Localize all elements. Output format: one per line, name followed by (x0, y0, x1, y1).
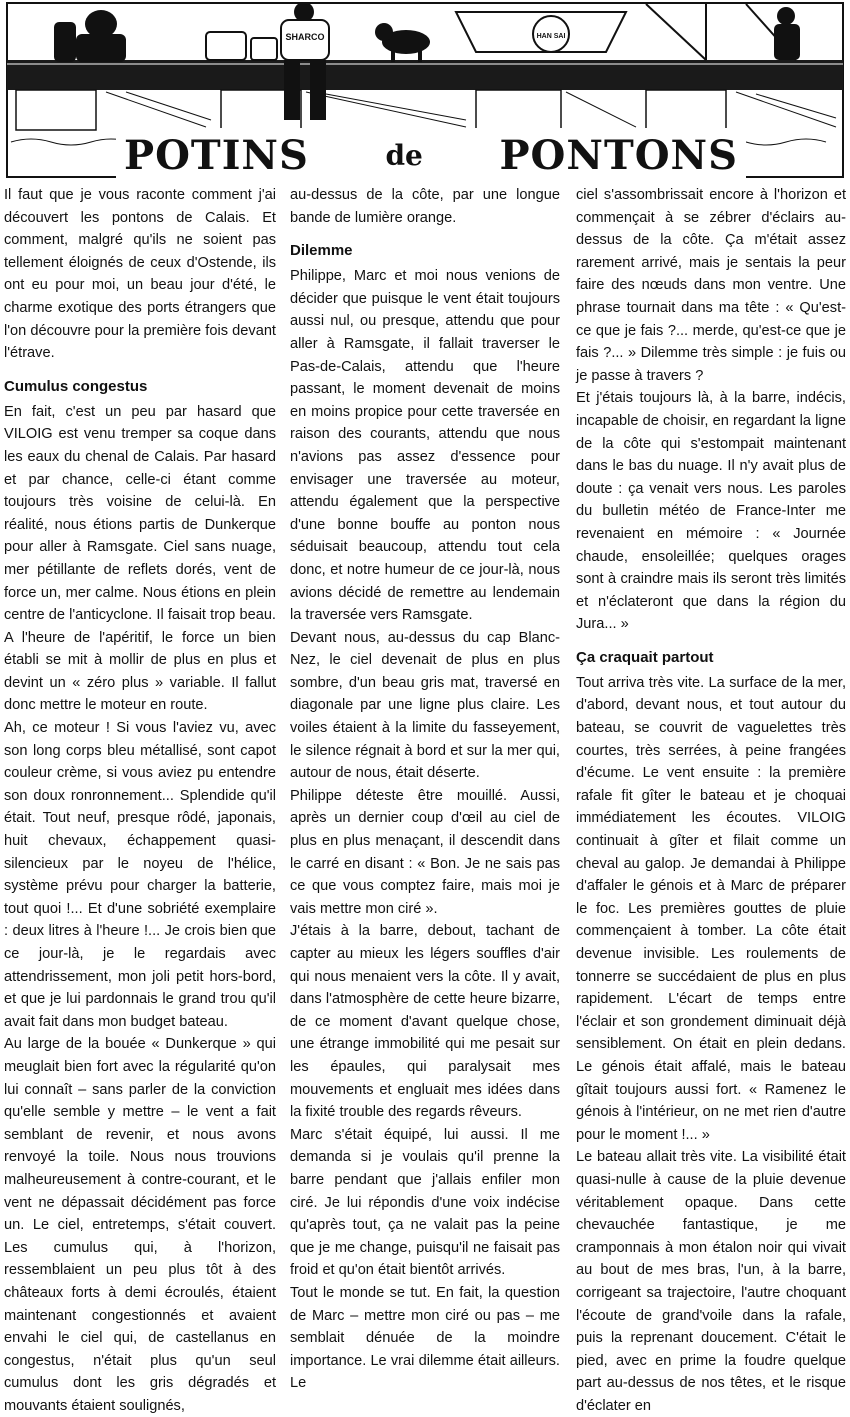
paragraph: Philippe, Marc et moi nous venions de décider que puisque le vent était toujours aussi nul, ou presque, attendu que pour aller à Ramsgate, il fallait traverser le Pas-de-Calais, attendu que l'heure passant, le moment devenait de moins en moins propice pour cette traversée en raison des courants, attendu que nous n'avions pas assez d'essence pour envisager une traversée au moteur, attendu également que la perspective d'une bonne bouffe au ponton nous séduisait beaucoup, attendu tout cela donc, et notre humeur de ce jour-là, nous avions décidé de remettre au lendemain la traversée vers Ramsgate. (290, 268, 560, 624)
section-heading-cumulus: Cumulus congestus (4, 377, 148, 395)
title-word-pontons: PONTONS (499, 131, 738, 179)
text-column-1 (4, 184, 276, 1414)
paragraph: ciel s'assombrissait encore à l'horizon et commençait à se zébrer d'éclairs au-dessus de la côte. Ça m'était assez rarement arrivé, mais je sentais la peur faire des nœuds dans mon ventre. Une phrase tournait dans ma tête : « Qu'est-ce que je fais ?... merde, qu'est-ce que je fais ?... » Dilemme très simple : je fuis ou je passe à travers ? (576, 187, 846, 384)
text-column-2 (290, 184, 560, 1392)
paragraph: Devant nous, au-dessus du cap Blanc-Nez, le ciel devenait de plus en plus sombre, d'un beau gris mat, traversé en diagonale par une ligne plus claire. Les voiles étaient à la limite du fasseyement, le silence régnait à bord et sur la mer qui, autour de nous, était déserte. (290, 629, 560, 782)
page-title (124, 132, 738, 178)
title-word-potins: POTINS (124, 131, 309, 179)
paragraph: au-dessus de la côte, par une longue bande de lumière orange. (290, 187, 560, 226)
paragraph: Tout arriva très vite. La surface de la mer, d'abord, devant nous, et tout autour du bateau, se couvrit de vaguelettes très courtes, très serrées, à peine frangées d'écume. Le vent ensuite : la première rafale fit gîter le bateau et je choquai immédiatement les écoutes. VILOIG continuait à gîter et filait comme un cheval au galop. Je demandai à Philippe d'affaler le génois et à Marc de préparer le foc. Les premières gouttes de pluie commençaient à tomber. La côte était devenue invisible. Les roulements de tonnerre se succédaient de plus en plus rapidement. L'écart de temps entre l'éclair et son grondement diminuait déjà sensiblement. On était en plein dedans. Le génois était affalé, mais le bateau gîtait toujours aussi fort. « Ramenez le génois à l'intérieur, on ne met rien d'autre pour le moment !... » (576, 674, 846, 1143)
text-column-3 (576, 184, 846, 1414)
header-illustration (6, 2, 844, 178)
paragraph: Philippe déteste être mouillé. Aussi, après un dernier coup d'œil au ciel de plus en plus menaçant, il descendit dans le carré en disant : « Bon. Je ne sais pas ce que vous comptez faire, mais moi je vais mettre mon ciré ». (290, 787, 560, 917)
paragraph: Tout le monde se tut. En fait, la question de Marc – mettre mon ciré ou pas – me semblait dénuée de la moindre importance. Le vrai dilemme était ailleurs. Le (290, 1284, 560, 1392)
paragraph: En fait, c'est un peu par hasard que VILOIG est venu tremper sa coque dans les eaux du chenal de Calais. Par hasard et par chance, celle-ci étant comme toujours très voisine de celui-là. En réalité, nous étions partis de Dunkerque pour aller à Ramsgate. Ciel sans nuage, mer pétillante de reflets dorés, vent de force un, mer calme. Nous étions en plein centre de l'anticyclone. Il faisait trop beau. A l'heure de l'apéritif, le force un bien établi se mit à mollir de plus en plus et devint un « zéro plus » variable. Il fallut donc mettre le moteur en route. (4, 403, 276, 714)
section-heading-ca-craquait: Ça craquait partout (576, 648, 714, 666)
paragraph: Ah, ce moteur ! Si vous l'aviez vu, avec son long corps bleu métallisé, sont capot couleur crème, si vous aviez pu entendre son doux ronronnement... Splendide qu'il était. Tout neuf, presque rôdé, japonais, huit chevaux, échappement quasi-silencieux par le noyeu de l'hélice, système prévu pour charger la batterie, tout quoi !... Et d'une sobriété exemplaire : deux litres à l'heure !... Je crois bien que ce jour-là, je le regardais avec attendrissement, mon joli petit hors-bord, et que je lui pardonnais le grand trou qu'il avait fait dans mon budget bateau. (4, 720, 276, 1030)
paragraph: Le bateau allait très vite. La visibilité était quasi-nulle à cause de la pluie devenue véritablement opaque. Dans cette chevauchée fantastique, je me cramponnais à mon étalon noir qui vivait au bout de mes bras, l'un, à la barre, corrigeant sa trajectoire, l'autre choquant l'écoute de grand'voile dans la rafale, puis la reprenant doucement. C'était le pied, avec en prime la foudre quelque part au-dessus de nos têtes, et le risque d'éclater en (576, 1149, 846, 1414)
paragraph: Il faut que je vous raconte comment j'ai découvert les pontons de Calais. Et comment, malgré qu'ils ne soient pas tellement éloignés de ceux d'Ostende, ils ont eu pour moi, un beau jour d'été, le charme exotique des ports étrangers que l'on découvre pour la première fois devant l'étrave. (4, 187, 276, 362)
paragraph: Au large de la bouée « Dunkerque » qui meuglait bien fort avec la régularité qu'on lui connaît – sans parler de la conviction qu'elle semble y mettre – le vent a fait semblant de revenir, et nous avons renvoyé la toile. Nous nous trouvions malheureusement à contre-courant, et le vent ne dépassait décidément pas force un. Le ciel, entretemps, s'était couvert. Les cumulus qui, à l'horizon, ressemblaient un peu plus tôt à des châteaux forts à demi écroulés, étaient maintenant congestionnés et avaient envahi le ciel qui, de castellanus en congestus, n'était plus qu'un seul cumulus dont les gris dégradés et mouvants étaient soulignés, (4, 1036, 276, 1414)
paragraph: J'étais à la barre, debout, tachant de capter au mieux les légers souffles d'air qui nous menaient vers la côte. Il y avait, dans l'atmosphère de cette heure bizarre, de ce moment d'avant quelque chose, une étrange immobilité qui me pesait sur les épaules, qui paralysait mes mouvements et engluait mes idées dans la fixité trouble des regards rêveurs. (290, 923, 560, 1121)
section-heading-dilemme: Dilemme (290, 242, 353, 260)
title-word-de: de (385, 138, 423, 172)
sign-text: HAN SAI (536, 33, 566, 40)
shirt-text: SHARCO (285, 32, 325, 42)
paragraph: Et j'étais toujours là, à la barre, indécis, incapable de choisir, en regardant la ligne de la côte qui s'estompait maintenant dans le bas du nuage. Il n'y avait plus de doute : ça venait vers nous. Les paroles du bulletin météo de France-Inter me revenaient en mémoire : « Journée chaude, ensoleillée; quelques orages sont à craindre mais ils seront très limités et n'éclateront que dans la région du Jura... » (576, 390, 846, 633)
paragraph: Marc s'était équipé, lui aussi. Il me demanda si je voulais qu'il prenne la barre pendant que j'allais enfiler mon ciré. Je lui répondis d'une voix indécise qu'après tout, ça ne valait pas la peine que je me change, puisqu'il ne faisait pas froid et qu'on était bientôt arrivés. (290, 1126, 560, 1279)
